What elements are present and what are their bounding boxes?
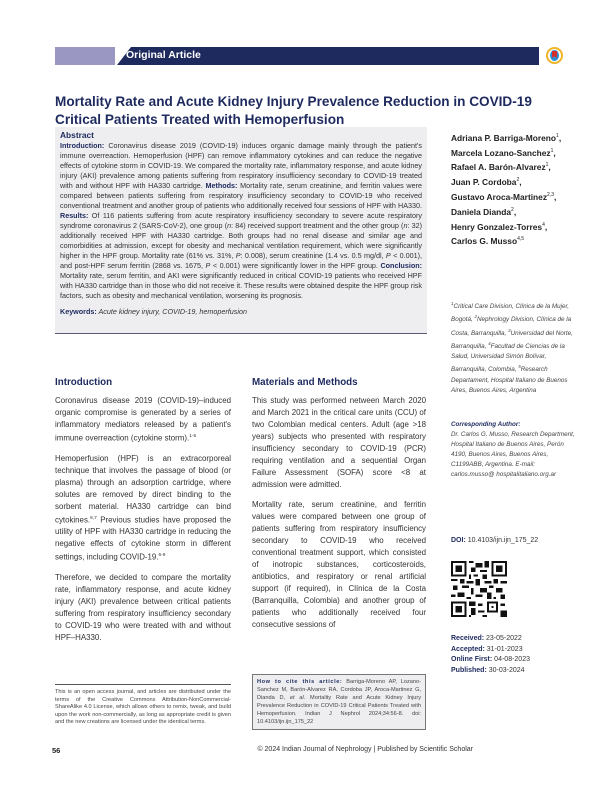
author: Rafael A. Barón-Alvarez$^1$, (451, 162, 551, 173)
author: Henry Gonzalez-Torres$^4$, (451, 221, 548, 232)
results-p: P (385, 251, 391, 260)
keywords (60, 307, 422, 316)
paragraph: Hemoperfusion (HPF) is an extracorporeal technique that involves the passage of blood (or plasma) through an adsorption cartridge, where solutes are removed by direct binding to the sorbent material. HA330 cartridge can bind cytokines.$^{6,7}$ Previous studies have proposed the utility of HPF with HA330 cartridge in reducing the negative effects of cytokine storm in different settings, including COVID-19.$^{6-9}$ (55, 453, 231, 562)
affiliation: Critical Care Division, Clínica de la Mujer, Bogotá, (451, 303, 569, 324)
keywords-text: Acute kidney injury, COVID-19, hemoperfusion (96, 307, 247, 316)
page-number: 56 (52, 746, 61, 755)
paragraph: This study was performed netween March 2020 and March 2021 in the critical care units (CCU) of two Colombian medical centers. Adult (age >18 years) subjects who presented with respiratory insufficiency secondary to COVID-19 (PCR) requiring ventilation and a sequential Organ Failure Assessment (SOFA) score <8 at admission were admitted. (252, 396, 426, 489)
results-text: < 0.001), and post-HPF serum ferritin (2868 vs. 1675, (60, 251, 422, 270)
date-accepted: Accepted: 31-01-2023 (451, 645, 523, 653)
affiliation: Research Departament, Hospital Italiano de Buenos Aires, Buenos Aires, Argentina (451, 366, 568, 394)
paragraph: Therefore, we decided to compare the mortality rate, inflammatory response, and acute kidney injury (AKI) prevalence between critical patients suffering from respiratory insufficiency secondary to COVID-19 who were treated with and without HPF–HA330. (55, 572, 231, 642)
results-p: P (205, 261, 211, 270)
journal-logo-icon (546, 47, 563, 64)
doi-value[interactable]: 10.4103/ijn.ijn_175_22 (465, 537, 539, 544)
author-list (451, 130, 579, 248)
banner-accent (55, 47, 115, 65)
corresponding-author (451, 420, 579, 480)
publication-dates (451, 634, 530, 676)
results-text: : 0.008), serum creatinine (1.4 vs. 0.5 mg/dl, (240, 251, 386, 260)
paragraph: Mortality rate, serum creatinine, and ferritin values were compared between one group of patients suffering from respiratory insufficiency secondary to COVID-19 who received conventional treatment support, which consisted of inotropic substances, corticosteroids, antibiotics, and respiratory or renal artificial support (if required), in Clínica de la Costa (Barranquilla, Colombia) and another group of patients who additionally received four consecutive sessions of (252, 500, 426, 629)
date-received: Received: 23-05-2022 (451, 635, 522, 642)
doi-label: DOI: (451, 537, 466, 544)
introduction-section (55, 377, 231, 652)
date-published: Published: 30-03-2024 (451, 666, 525, 674)
results-text: : 32) additionally received HPF with HA330 cartridge. Both groups had no renal disease and similar age and comorbidities at admission, except for obesity and mechanical ventilation requirement, which were significantly higher in the HPF group. Mortality rate (61% vs. 31%, (60, 221, 422, 260)
footer-copyright: © 2024 Indian Journal of Nephrology | Published by Scientific Scholar (257, 746, 473, 753)
section-label: Original Article (126, 49, 201, 61)
citation-ref[interactable]: 6-9 (158, 553, 166, 559)
affiliations: $^1$Critical Care Division, Clínica de la Mujer, Bogotá, $^2$Nephrology Division, Clínica de la Costa, Barranquilla, $^3$Universidad del Norte, Barranquilla, $^4$Facultad de Ciencias de la Salud, Universidad Simón Bolívar, Barranquilla, Colombia, $^5$Research Departament, Hospital Italiano de Buenos Aires, Buenos Aires, Argentina (451, 301, 573, 394)
paragraph: Coronavirus disease 2019 (COVID-19)–induced organic compromise is generated by a series of inflammatory mediators released by a patient's immune overreaction (cytokine storm).$^{1-5}$ (55, 396, 231, 443)
author: Juan P. Cordoba$^2$, (451, 177, 522, 188)
methods-section (252, 377, 426, 639)
results-text: < 0.001) were significantly lower in the HPF group. (210, 261, 381, 270)
author: Adriana P. Barriga-Moreno$^1$, (451, 132, 562, 143)
intro-text: Coronavirus disease 2019 (COVID-19) induces organic damage mainly through the patient's immune overreaction. Hemoperfusion (HPF) can remove inflammatory cytokines and can reduce the negative effects of cytokine storm in COVID-19. We compared the mortality rate, inflammatory response, and acute kidney injury (AKI) prevalence among patients suffering from respiratory insufficiency secondary to COVID-19 treated with and without HPF with HA330 cartridge. (60, 141, 422, 190)
citation-ref[interactable]: 1-5 (189, 434, 197, 439)
citation-ref[interactable]: 6,7 (90, 515, 97, 521)
citation-label: How to cite this article: (257, 679, 343, 685)
abstract-heading: Abstract (60, 130, 94, 140)
citation-box: How to cite this article: Barriga-Moreno AP, Lozano-Sanchez M, Barón-Alvarez RA, Cordoba JP, Aroca-Martinez G, Dianda D, et al. Mortality Rate and Acute Kidney Injury Prevalence Reduction in COVID-19 Critical Patients Treated with Hemoperfusion. Indian J Nephrol 2024;34:56-8. doi: 10.4103/ijn.ijn_175_22 (252, 674, 426, 730)
results-n: n (403, 221, 408, 230)
results-label: Results: (60, 211, 89, 220)
conclusion-label: Conclusion: (380, 261, 422, 270)
conclusion-text: Mortality rate, serum ferritin, and AKI were significantly reduced in critical COVID-19 patients who received HPF with HA330 cartridge than in those who did not receive it. These results were obtained despite the HPF group risk factors, such as obesity and mechanical ventilation, worsening its prognosis. (60, 271, 422, 300)
corresponding-label: Corresponding Author: (451, 421, 521, 428)
corresponding-text[interactable]: Dr. Carlos G. Musso, Research Department, Hospital Italiano de Buenos Aires, Perón 4190, Buenos Aires, Buenos Aires, C1199ABB, Argentina. E-mail: carlos.musso@ hospitalitaliano.org.ar (451, 431, 575, 478)
affiliation: Facultad de Ciencias de la Salud, Universidad Simón Bolívar, Barranquilla, Colombia, (451, 342, 565, 374)
introduction-heading: Introduction (55, 377, 113, 388)
results-text: Of 116 patients suffering from acute respiratory insufficiency secondary to severe acute respiratory syndrome coronavirus 2 (SARS-CoV-2), one group ( (60, 211, 422, 230)
author: Carlos G. Musso$^{4,5}$ (451, 236, 525, 247)
results-n: n (227, 221, 232, 230)
author: Marcela Lozano-Sanchez$^1$, (451, 147, 556, 158)
date-online-first: Online First: 04-08-2023 (451, 656, 530, 663)
author: Gustavo Aroca-Martinez$^{2,3}$, (451, 191, 557, 202)
affiliation: Universidad del Norte, Barranquilla, (451, 329, 573, 350)
section-banner (55, 47, 539, 65)
keywords-label: Keywords: (60, 307, 97, 316)
methods-text: Mortality rate, serum creatinine, and ferritin values were compared between patients suffering from respiratory insufficiency secondary to COVID-19 who received conventional treatment and another group of patients who additionally received four sessions of HPF with HA330. (60, 181, 422, 210)
methods-label: Methods: (205, 181, 238, 190)
results-p: P (235, 251, 241, 260)
abstract-body (60, 141, 422, 301)
abstract-box (55, 127, 427, 334)
affiliation: Nephrology Division, Clínica de la Costa, Barranquilla, (451, 316, 572, 337)
author: Daniela Dianda$^2$, (451, 206, 517, 217)
article-title: Mortality Rate and Acute Kidney Injury Prevalence Reduction in COVID-19 Critical Patients Treated with Hemoperfusion (55, 94, 532, 127)
doi (451, 537, 538, 544)
methods-heading: Materials and Methods (252, 377, 358, 388)
qr-code-icon (451, 561, 507, 617)
results-text: : 84) received support treatment and the other group ( (231, 221, 404, 230)
intro-label: Introduction: (60, 141, 105, 150)
license-note: This is an open access journal, and articles are distributed under the terms of the Creative Commons Attribution-NonCommercial-ShareAlike 4.0 License, which allows others to remix, tweak, and build upon the work non-commercially, as long as appropriate credit is given and the new creations are licensed under the identical terms. (55, 684, 231, 727)
